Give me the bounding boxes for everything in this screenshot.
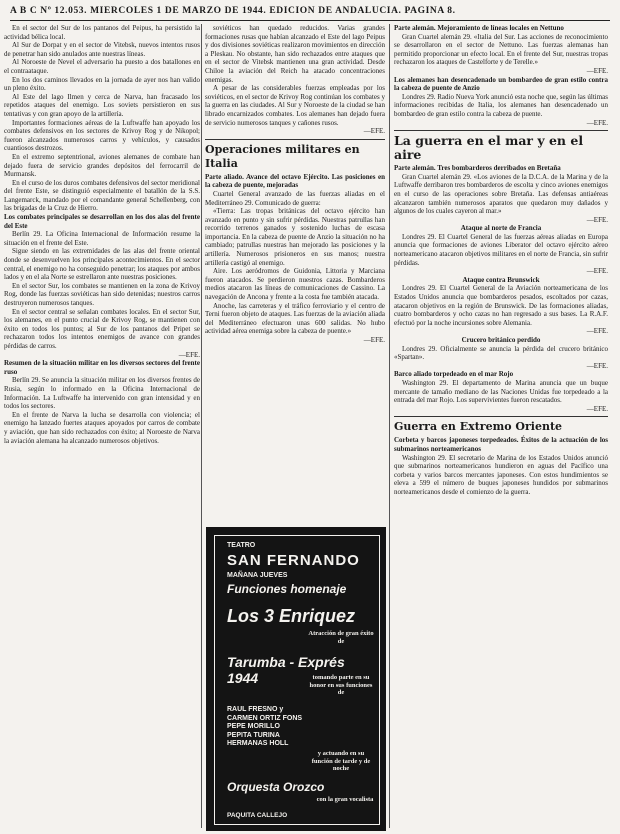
ad-orchestra: Orquesta Orozco	[227, 780, 325, 794]
ad-singer: PAQUITA CALLEJO	[227, 812, 288, 819]
agency-signature: —EFE.	[586, 118, 608, 127]
ad-cast-member: HERMANAS HOLL	[227, 740, 289, 747]
section-divider	[394, 130, 608, 131]
ad-cast-member: PEPE MORILLO	[227, 723, 280, 730]
article-paragraph: Al Noroeste de Nevel el adversario ha puesto a dos batallones en el contraataque.	[4, 58, 200, 75]
agency-signature: —EFE.	[363, 336, 385, 344]
column-middle	[205, 24, 385, 524]
article-paragraph: Cuartel General avanzado de las fuerzas aliadas en el Mediterráneo 29. Comunicado de guerra:	[205, 189, 385, 207]
article-paragraph: Sigue siendo en las extremidades de las alas del frente oriental donde se desenvuelven los principales acontecimientos. En el sector central, el enemigo no ha conseguido penetrar; los ataques por ambos lados y en el ala Norte se estrellaron ante nuestras posiciones.	[4, 247, 200, 282]
article-paragraph: A pesar de las considerables fuerzas empleadas por los soviéticos, en el sector de Krivoy Rog continúan los combates y la guerra en las ciudades. Al Sur y Noroeste de la ciudad se han librado encarnizados combates. Los alemanes han dejado fuera de servicio numerosos tanques y cañones rusos.	[205, 84, 385, 127]
ad-cast-member: PEPITA TURINA	[227, 731, 280, 739]
column-rule-1	[201, 24, 202, 828]
section-subheading: Ataque al norte de Francia	[460, 224, 542, 233]
agency-signature: —EFE.	[586, 404, 608, 413]
section-heading-sea-air: La guerra en el mar y en el aire	[394, 133, 584, 163]
section-subheading: Parte alemán. Mejoramiento de líneas locales en Nettuno	[394, 24, 564, 32]
column-right	[394, 24, 608, 828]
ad-orchestra-note: con la gran vocalista	[316, 796, 374, 803]
section-subheading: Resumen de la situación militar en los diversos sectores del frente ruso	[4, 359, 200, 376]
article-paragraph: Gran Cuartel alemán 29. «Italia del Sur. Las acciones de reconocimiento se desarrollaron en el sector de Nettuno. Las fuerzas alemanas han permitido proporcionar un efecto local. En el frente del Sur, nuestras tropas rechazaron los ataques de Castelforte y de Terelle.»	[394, 32, 608, 67]
ad-theater-name: SAN FERNANDO	[227, 552, 360, 569]
ad-cast-list	[227, 706, 302, 749]
article-paragraph: Londres 29. Oficialmente se anuncia la pérdida del crucero británico «Spartan».	[394, 344, 608, 362]
ad-sensation-note: Atracción de gran éxito de	[308, 630, 374, 645]
theater-advertisement	[206, 527, 386, 831]
section-heading-far-east: Guerra en Extremo Oriente	[394, 420, 563, 434]
section-divider	[205, 139, 385, 140]
article-paragraph: Berlín 29. La Oficina Internacional de Información resume la situación en el frente del Este.	[4, 230, 200, 247]
section-subheading: Ataque contra Brunswick	[462, 275, 540, 284]
article-paragraph: Al Este del lago Ilmen y cerca de Narva, han fracasado los repetidos ataques del enemigo. Los soviets persistieron en sus tentativas y con gran apoyo de la artillería.	[4, 92, 200, 118]
article-paragraph: En los dos caminos llevados en la jornada de ayer nos han valido un pleno éxito.	[4, 75, 200, 93]
article-paragraph: Londres 29. El Cuartel General de las fuerzas aéreas aliadas en Europa anuncia que formaciones de aviones Liberator del octavo ejército aéreo norteamericano atacaron objetivos militares en el norte de Francia, sin sufrir pérdidas.	[394, 232, 608, 267]
section-subheading: Parte aliado. Avance del octavo Ejército. Las posiciones en la cabeza de puente, mejoradas	[205, 172, 385, 190]
page-header: A B C Nº 12.053. MIERCOLES 1 DE MARZO DE 1944. EDICION DE ANDALUCIA. PAGINA 8.	[10, 6, 610, 21]
article-paragraph: Washington 29. El secretario de Marina de los Estados Unidos anunció que submarinos norteamericanos hundieron en aguas del Pacífico una corbeta y varios barcos mercantes japoneses. Con estos hundimientos se eleva a 599 el número de buques japoneses hundidos por submarinos norteamericanos desde el comienzo de la guerra.	[394, 453, 608, 496]
article-paragraph: Anoche, las carreteras y el tráfico ferroviario y el centro de Terni fueron objeto de ataques. Las fuerzas de la aviación aliada del Mediterráneo efectuaron unas 600 salidas. No hubo actividad aérea enemiga sobre la cabeza de puente.»	[205, 301, 385, 336]
section-subheading: Parte alemán. Tres bombarderos derribados en Bretaña	[394, 164, 561, 173]
section-subheading: Los combates principales se desarrollan en los dos alas del frente del Este	[4, 213, 200, 230]
article-paragraph: En el sector del Sur de los pantanos del Peipus, ha persistido la actividad bélica local.	[4, 24, 200, 41]
article-paragraph: Londres 29. Radio Nueva York anunció esta noche que, según las últimas informaciones recibidas de Italia, los alemanes han desencadenado un bombardeo de gran estilo contra la cabeza de puente.	[394, 92, 608, 118]
agency-signature: —EFE.	[586, 66, 608, 75]
ad-show-title: Tarumba - Exprés 1944	[227, 654, 345, 686]
column-rule-2	[389, 24, 390, 828]
section-divider	[394, 416, 608, 417]
article-paragraph: En el frente de Narva la lucha se desarrolla con violencia; el enemigo ha lanzado fuertes ataques apoyados por carros de combate y aviación, que han sido rechazados con éxito; al Noroeste de Narva la aviación alemana ha alcanzado numerosos objetivos.	[4, 410, 200, 445]
ad-cast-member: RAUL FRESNO y	[227, 706, 284, 713]
section-subheading: Barco aliado torpedeado en el mar Rojo	[394, 370, 514, 379]
article-paragraph: Berlín 29. Se anuncia la situación militar en los diversos frentes de Rusia, según lo informado en la Oficina Internacional de Información. La Luftwaffe ha intervenido con gran intensidad y en todos los sectores.	[4, 376, 200, 411]
ad-artists: Los 3 Enriquez	[227, 606, 356, 626]
ad-hours-note: tomando parte en su honor en sus funciones de	[309, 674, 373, 696]
article-paragraph: En el sector Sur, los combates se mantienen en la zona de Krivoy Rog, donde las fuerzas soviéticas han sido detenidas; nuestros carros destruyeron numerosos tanques.	[4, 281, 200, 307]
column-left	[4, 24, 200, 828]
article-paragraph: En el sector central se señalan combates locales. En el sector Sur, los alemanes, en el punto crucial de Krivoy Rog, se mantienen con éxito en todos los puntos; al Sur de los pantanos del Pripet se rechazaron todos los intentos enemigos de avance con grandes pérdidas de carros.	[4, 307, 200, 350]
section-subheading: Los alemanes han desencadenado un bombardeo de gran estilo contra la cabeza de puente de Anzio	[394, 75, 608, 93]
ad-times-note: y actuando en su función de tarde y de noche	[311, 750, 371, 772]
article-paragraph: Aire. Los aeródromos de Guidonia, Littoria y Marciana fueron atacados. Se perdieron nuestros cazas. Bombarderos medios atacaron las líneas de comunicaciones de Cassino. La navegación de Ancona y frente a la costa fue también atacada.	[205, 267, 385, 302]
article-paragraph: Al Sur de Dorpat y en el sector de Vitebsk, nuevos intentos rusos de penetrar han sido anulados ante nuestras líneas.	[4, 41, 200, 58]
agency-signature: —EFE.	[586, 361, 608, 370]
agency-signature: —EFE.	[178, 350, 200, 359]
ad-day: MAÑANA JUEVES	[227, 572, 288, 579]
article-paragraph: Importantes formaciones aéreas de la Luftwaffe han apoyado los combates defensivos en los sectores de Krivoy Rog y de Nikopol; fueron alcanzados numerosos carros y vehículos, y causados cuantiosos destrozos.	[4, 118, 200, 153]
section-subheading: Crucero británico perdido	[461, 336, 541, 344]
agency-signature: —EFE.	[586, 267, 608, 276]
agency-signature: —EFE.	[586, 215, 608, 224]
article-paragraph: Washington 29. El departamento de Marina anuncia que un buque mercante de tamaño mediano de las Naciones Unidas fue torpedeado a la entrada del mar Rojo. Los supervivientes fueron rescatados.	[394, 378, 608, 405]
article-paragraph: «Tierra: Las tropas británicas del octavo ejército han avanzado en punto y sin sufrir pérdidas. Nuestras patrullas han recorrido terrenos ganados y sostenido luchas de escasa importancia. En la cabeza de puente de Anzio la situación no ha cambiado; patrullas nuestras han mejorado las posiciones y la artillería. Numerosos prisioneros en sus manos; nuestra artillería castigó al enemigo.	[205, 207, 385, 267]
article-paragraph: Gran Cuartel alemán 29. «Los aviones de la D.C.A. de la Marina y de la Luftwaffe derribaron tres bombarderos de escolta y cinco aviones enemigos en el curso de las operaciones sobre Bretaña. Las defensas antiaéreas alcanzaron también numerosos aparatos que quedaron muy dañados y algunos de los cuales cayeron al mar.»	[394, 172, 608, 216]
ad-cast-member: CARMEN ORTIZ FONS	[227, 714, 303, 722]
article-paragraph: En el extremo septentrional, aviones alemanes de combate han dejado fuera de servicio grandes depósitos del ferrocarril de Murmansk.	[4, 152, 200, 179]
article-paragraph: soviéticos han quedado reducidos. Varias grandes formaciones rusas que habían alcanzado el Este del lago Peipus y dos divisiones soviéticas realizaron movimientos en dirección a Pleskau. No obstante, han sido rechazados entre ataques que en el sector de Vitebsk mantienen una gran actividad. Desde Chiloe la aviación del Reich ha atacado concentraciones enemigas.	[205, 24, 385, 84]
ad-theater-label: TEATRO	[227, 542, 256, 549]
section-heading-italy: Operaciones militares en Italia	[205, 142, 360, 170]
agency-signature: —EFE.	[363, 127, 385, 136]
section-subheading: Corbeta y barcos japoneses torpedeados. Éxitos de la actuación de los submarinos norteamericanos	[394, 436, 608, 453]
article-paragraph: Londres 29. El Cuartel General de la Aviación norteamericana de los Estados Unidos anuncia que bombarderos pesados, escoltados por cazas, atacaron objetivos en la región de Brunswick. De las formaciones aliadas, cuatro bombarderos y ocho cazas no han regresado a sus bases. La R.A.F. efectuó por la noche incursiones sobre Alemania.	[394, 284, 608, 327]
agency-signature: —EFE.	[586, 327, 608, 336]
ad-frame	[214, 535, 380, 825]
ad-event: Funciones homenaje	[227, 582, 347, 596]
article-paragraph: En el curso de los duros combates defensivos del sector meridional del frente Este, se distinguió especialmente el batallón de la S.S. Langemarck, mandado por el comandante general Schellenberg, con las brigadas de la Cruz de Hierro.	[4, 178, 200, 213]
